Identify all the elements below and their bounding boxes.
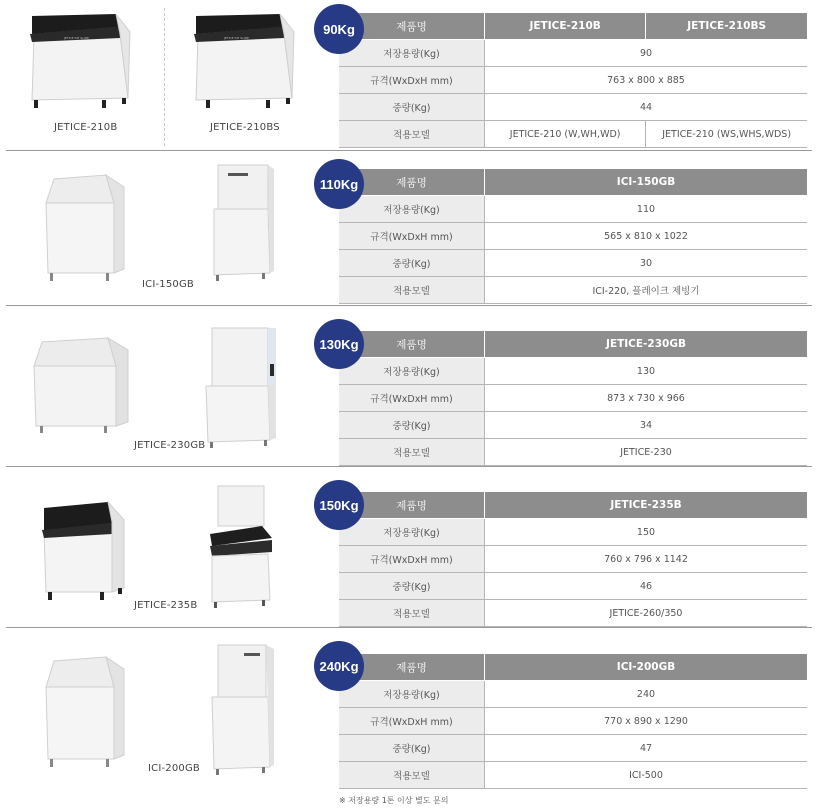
row-label: 중량(Kg)	[339, 94, 485, 121]
row-label: 적용모델	[339, 439, 485, 466]
section-90kg	[0, 0, 819, 150]
header-label: 제품명	[339, 13, 485, 40]
model-name: JETICE-235B	[485, 492, 808, 519]
product-image-stacked	[204, 326, 280, 448]
row-label: 중량(Kg)	[339, 412, 485, 439]
section-separator	[6, 150, 812, 151]
caption-jetice-210b: JETICE-210B	[54, 122, 118, 133]
table-header-row	[339, 331, 807, 358]
section-110kg	[0, 155, 819, 305]
row-value: 873 x 730 x 966	[485, 385, 808, 412]
spec-table	[339, 654, 807, 789]
row-label: 적용모델	[339, 762, 485, 789]
capacity-badge: 110Kg	[314, 159, 364, 209]
caption-jetice-235b: JETICE-235B	[134, 600, 198, 611]
product-image-bin	[40, 173, 132, 281]
table-row	[339, 223, 807, 250]
row-value: 240	[485, 681, 808, 708]
table-row	[339, 762, 807, 789]
row-label: 저장용량(Kg)	[339, 196, 485, 223]
row-value: 46	[485, 573, 808, 600]
table-header-row	[339, 654, 807, 681]
table-header-row	[339, 13, 807, 40]
row-label: 저장용량(Kg)	[339, 40, 485, 67]
section-separator	[6, 305, 812, 306]
table-row	[339, 735, 807, 762]
product-image-bin	[38, 498, 130, 600]
row-value: JETICE-210 (WS,WHS,WDS)	[646, 121, 807, 148]
product-images	[0, 312, 318, 464]
header-label: 제품명	[339, 169, 485, 196]
row-label: 중량(Kg)	[339, 250, 485, 277]
machine-panel-text: JETICE ICE SLIDE	[64, 36, 89, 40]
table-row	[339, 277, 807, 304]
row-value: 770 x 890 x 1290	[485, 708, 808, 735]
row-label: 적용모델	[339, 600, 485, 627]
caption-ici-150gb: ICI-150GB	[142, 279, 194, 290]
row-value: ICI-500	[485, 762, 808, 789]
footnote: ※ 저장용량 1톤 이상 별도 문의	[339, 796, 449, 805]
row-label: 저장용량(Kg)	[339, 519, 485, 546]
row-label: 규격(WxDxH mm)	[339, 708, 485, 735]
model-name: JETICE-210B	[485, 13, 646, 40]
capacity-badge: 130Kg	[314, 319, 364, 369]
table-row	[339, 121, 807, 148]
row-value: 30	[485, 250, 808, 277]
row-label: 규격(WxDxH mm)	[339, 223, 485, 250]
capacity-badge: 150Kg	[314, 480, 364, 530]
table-row	[339, 67, 807, 94]
product-image-stacked	[206, 484, 278, 608]
header-label: 제품명	[339, 331, 485, 358]
table-header-row	[339, 169, 807, 196]
section-separator	[6, 466, 812, 467]
table-row	[339, 439, 807, 466]
table-row	[339, 519, 807, 546]
header-label: 제품명	[339, 654, 485, 681]
row-value: 90	[485, 40, 808, 67]
image-divider	[164, 8, 165, 146]
row-value: 763 x 800 x 885	[485, 67, 808, 94]
row-value: JETICE-210 (W,WH,WD)	[485, 121, 646, 148]
product-images	[0, 0, 318, 150]
row-label: 저장용량(Kg)	[339, 358, 485, 385]
row-label: 규격(WxDxH mm)	[339, 385, 485, 412]
product-image-jetice-210bs	[188, 12, 300, 108]
table-row	[339, 94, 807, 121]
row-value: JETICE-230	[485, 439, 808, 466]
row-value: 130	[485, 358, 808, 385]
model-name: JETICE-210BS	[646, 13, 807, 40]
product-images	[0, 472, 318, 624]
row-value: JETICE-260/350	[485, 600, 808, 627]
row-label: 저장용량(Kg)	[339, 681, 485, 708]
table-row	[339, 412, 807, 439]
row-label: 적용모델	[339, 121, 485, 148]
capacity-badge: 240Kg	[314, 641, 364, 691]
product-image-jetice-210b	[24, 12, 136, 108]
table-row	[339, 600, 807, 627]
row-value: 44	[485, 94, 808, 121]
caption-ici-200gb: ICI-200GB	[148, 763, 200, 774]
model-name: ICI-150GB	[485, 169, 808, 196]
table-row	[339, 250, 807, 277]
row-label: 중량(Kg)	[339, 735, 485, 762]
spec-table	[339, 169, 807, 304]
table-row	[339, 385, 807, 412]
row-label: 적용모델	[339, 277, 485, 304]
capacity-badge: 90Kg	[314, 4, 364, 54]
product-image-stacked	[208, 643, 278, 777]
row-value: 565 x 810 x 1022	[485, 223, 808, 250]
row-value: 110	[485, 196, 808, 223]
spec-table	[339, 13, 807, 148]
model-name: JETICE-230GB	[485, 331, 808, 358]
section-240kg	[0, 633, 819, 793]
row-value: ICI-220, 플레이크 제빙기	[485, 277, 808, 304]
model-name: ICI-200GB	[485, 654, 808, 681]
product-image-stacked	[208, 163, 278, 283]
spec-table	[339, 492, 807, 627]
table-header-row	[339, 492, 807, 519]
table-row	[339, 546, 807, 573]
table-row	[339, 708, 807, 735]
section-130kg	[0, 312, 819, 464]
product-images	[0, 155, 318, 305]
row-label: 규격(WxDxH mm)	[339, 546, 485, 573]
section-separator	[6, 627, 812, 628]
product-image-bin	[28, 334, 136, 434]
table-row	[339, 573, 807, 600]
row-label: 중량(Kg)	[339, 573, 485, 600]
caption-jetice-230gb: JETICE-230GB	[134, 440, 206, 451]
product-images	[0, 633, 318, 793]
row-value: 760 x 796 x 1142	[485, 546, 808, 573]
row-value: 47	[485, 735, 808, 762]
table-row	[339, 196, 807, 223]
section-150kg	[0, 472, 819, 624]
table-row	[339, 358, 807, 385]
caption-jetice-210bs: JETICE-210BS	[210, 122, 280, 133]
product-image-bin	[40, 653, 132, 769]
spec-table	[339, 331, 807, 466]
row-value: 34	[485, 412, 808, 439]
header-label: 제품명	[339, 492, 485, 519]
row-value: 150	[485, 519, 808, 546]
table-row	[339, 681, 807, 708]
table-row	[339, 40, 807, 67]
row-label: 규격(WxDxH mm)	[339, 67, 485, 94]
machine-panel-text: JETICE ICE SLIDE	[224, 36, 249, 40]
